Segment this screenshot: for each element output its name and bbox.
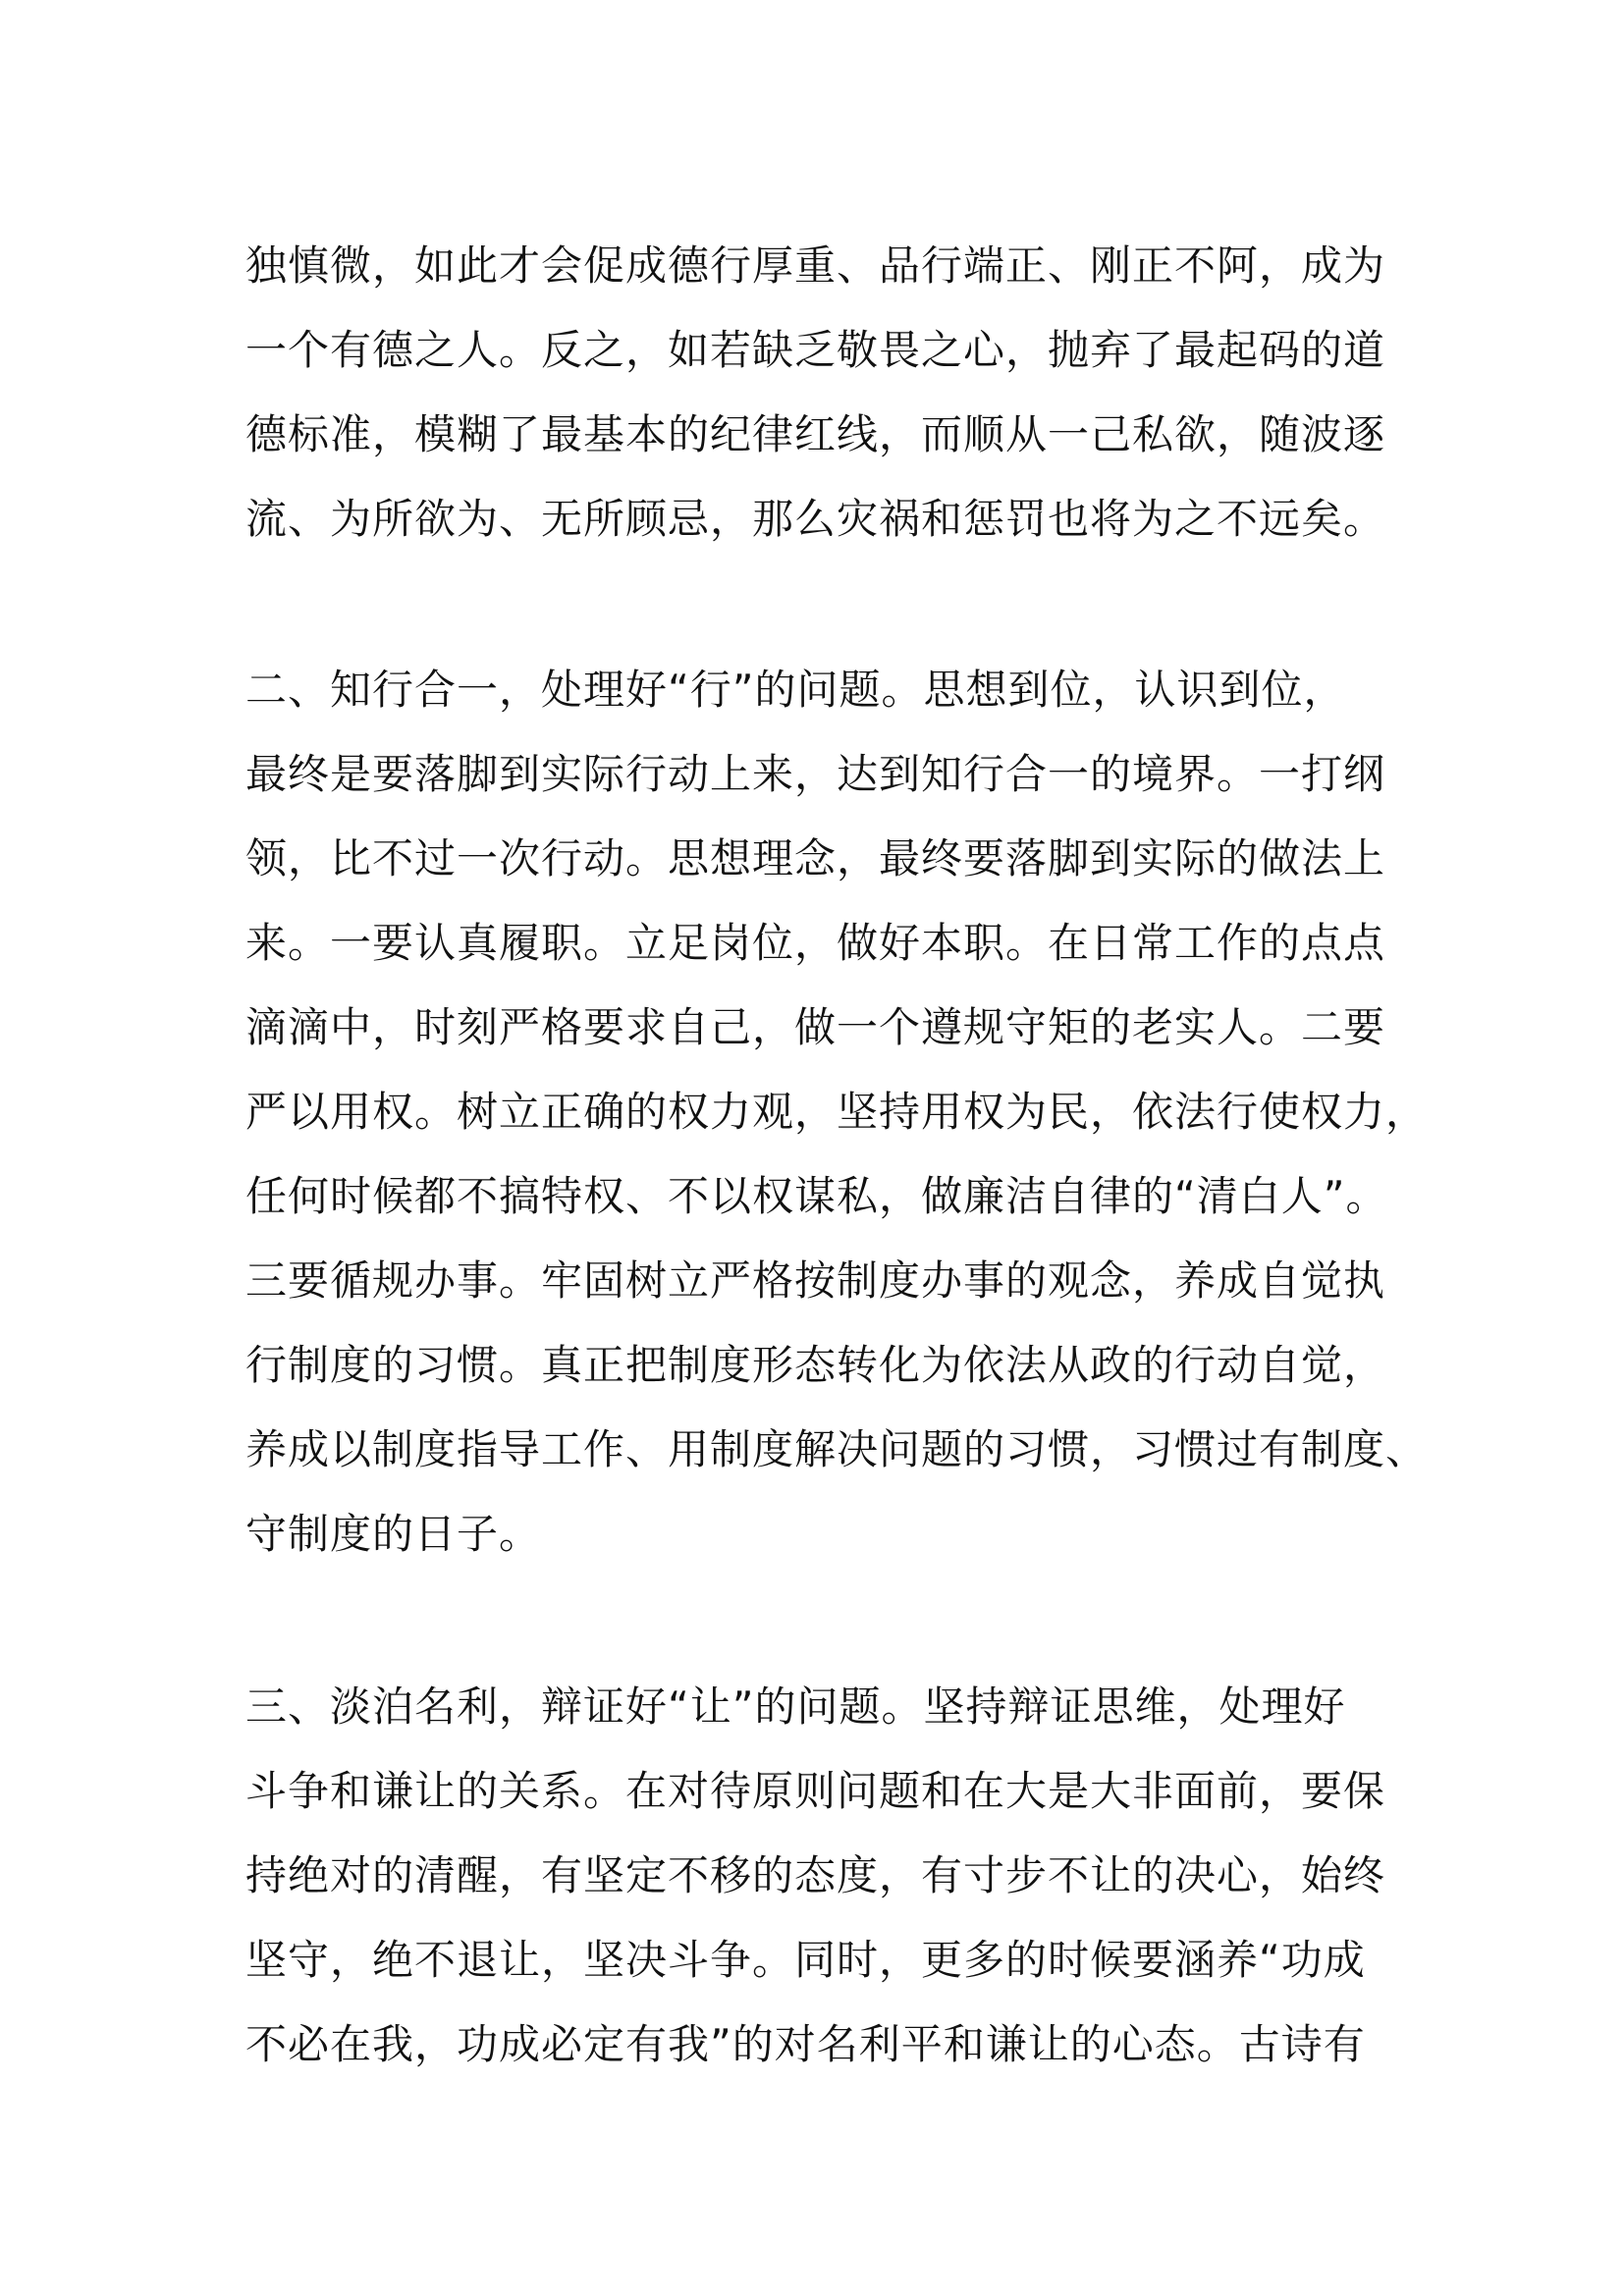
- paragraph-3: [245, 1665, 1404, 2087]
- paragraph-line: 养成以制度指导工作、用制度解决问题的习惯，习惯过有制度、: [245, 1425, 1429, 1473]
- paragraph-line: 严以用权。树立正确的权力观，坚持用权为民，依法行使权力，: [245, 1088, 1429, 1136]
- paragraph-line: 领，比不过一次行动。思想理念，最终要落脚到实际的做法上: [245, 834, 1386, 882]
- paragraph-line: 斗争和谦让的关系。在对待原则问题和在大是大非面前，要保: [245, 1767, 1386, 1815]
- paragraph-line: 三要循规办事。牢固树立严格按制度办事的观念，养成自觉执: [245, 1256, 1386, 1305]
- paragraph-line: 持绝对的清醒，有坚定不移的态度，有寸步不让的决心，始终: [245, 1851, 1386, 1899]
- paragraph-line: 不必在我，功成必定有我”的对名利平和谦让的心态。古诗有: [245, 2020, 1366, 2068]
- paragraph-line: 滴滴中，时刻严格要求自己，做一个遵规守矩的老实人。二要: [245, 1003, 1386, 1051]
- paragraph-line: 守制度的日子。: [245, 1510, 542, 1558]
- paragraph-1: [245, 224, 1404, 561]
- paragraph-line: 坚守，绝不退让，坚决斗争。同时，更多的时候要涵养“功成: [245, 1936, 1366, 1984]
- paragraph-line: 任何时候都不搞特权、不以权谋私，做廉洁自律的“清白人”。: [245, 1172, 1388, 1220]
- paragraph-2: [245, 648, 1429, 1576]
- paragraph-line: 二、知行合一，处理好“行”的问题。思想到位，认识到位，: [245, 666, 1346, 714]
- paragraph-line: 来。一要认真履职。立足岗位，做好本职。在日常工作的点点: [245, 919, 1386, 967]
- paragraph-line: 最终是要落脚到实际行动上来，达到知行合一的境界。一打纲: [245, 750, 1386, 798]
- paragraph-line: 德标准，模糊了最基本的纪律红线，而顺从一己私欲，随波逐: [245, 410, 1386, 458]
- paragraph-line: 三、淡泊名利，辩证好“让”的问题。坚持辩证思维，处理好: [245, 1682, 1346, 1731]
- paragraph-line: 一个有德之人。反之，如若缺乏敬畏之心，抛弃了最起码的道: [245, 326, 1386, 374]
- paragraph-line: 流、为所欲为、无所顾忌，那么灾祸和惩罚也将为之不远矣。: [245, 495, 1386, 543]
- paragraph-line: 独慎微，如此才会促成德行厚重、品行端正、刚正不阿，成为: [245, 241, 1386, 290]
- paragraph-line: 行制度的习惯。真正把制度形态转化为依法从政的行动自觉，: [245, 1341, 1386, 1389]
